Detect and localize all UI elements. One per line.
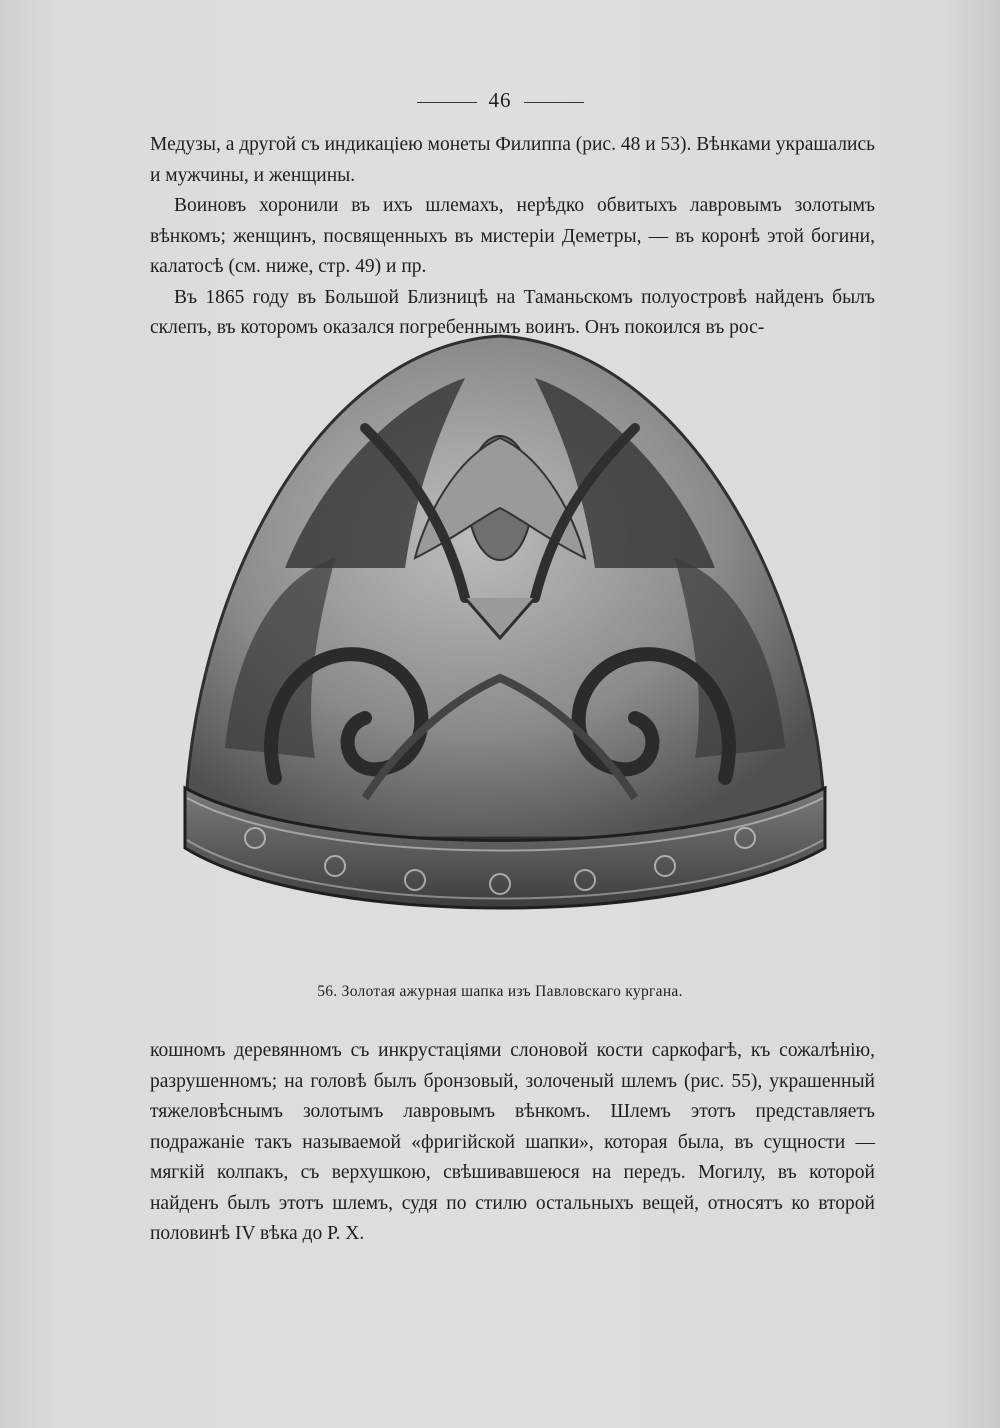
paragraph: Воиновъ хоронили въ ихъ шлемахъ, нерѣдко обвитыхъ лавровымъ золотымъ вѣнкомъ; женщинъ, посвященныхъ въ мистерiи Деметры, — въ коронѣ этой богини, калатосѣ (см. ниже, стр. 49) и пр. xyxy=(150,195,875,277)
text-block-bottom xyxy=(150,1036,875,1250)
openwork-gold-cap-illustration xyxy=(165,318,875,968)
page-number xyxy=(0,88,1000,113)
folio-rule-right xyxy=(524,102,584,103)
paragraph: Медузы, а другой съ индикацiею монеты Филиппа (рис. 48 и 53). Вѣнками украшались и мужчины, и женщины. xyxy=(150,134,875,186)
text-block-top xyxy=(150,130,875,344)
figure-gold-cap xyxy=(165,318,875,968)
folio-rule-left xyxy=(417,102,477,103)
page-number-text: 46 xyxy=(488,88,512,112)
figure-caption: 56. Золотая ажурная шапка изъ Павловскаго кургана. xyxy=(317,983,683,1000)
paragraph: Въ 1865 году въ Большой Близницѣ на Таманьскомъ полуостровѣ найденъ былъ склепъ, въ которомъ оказался погребеннымъ воинъ. Онъ покоился въ рос- xyxy=(150,286,875,338)
paragraph: кошномъ деревянномъ съ инкрустацiями слоновой кости саркофагѣ, къ сожалѣнiю, разрушенномъ; на головѣ былъ бронзовый, золоченый шлемъ (рис. 55), украшенный тяжеловѣснымъ золотымъ лавровымъ вѣнкомъ. Шлемъ этотъ представляетъ подражанiе такъ называемой «фригiйской шапки», которая была, въ сущности — мягкiй колпакъ, съ верхушкою, свѣшивавшеюся на передъ. Могилу, въ которой найденъ былъ этотъ шлемъ, судя по стилю остальныхъ вещей, относятъ ко второй половинѣ IV вѣка до Р. Х. xyxy=(150,1040,875,1244)
